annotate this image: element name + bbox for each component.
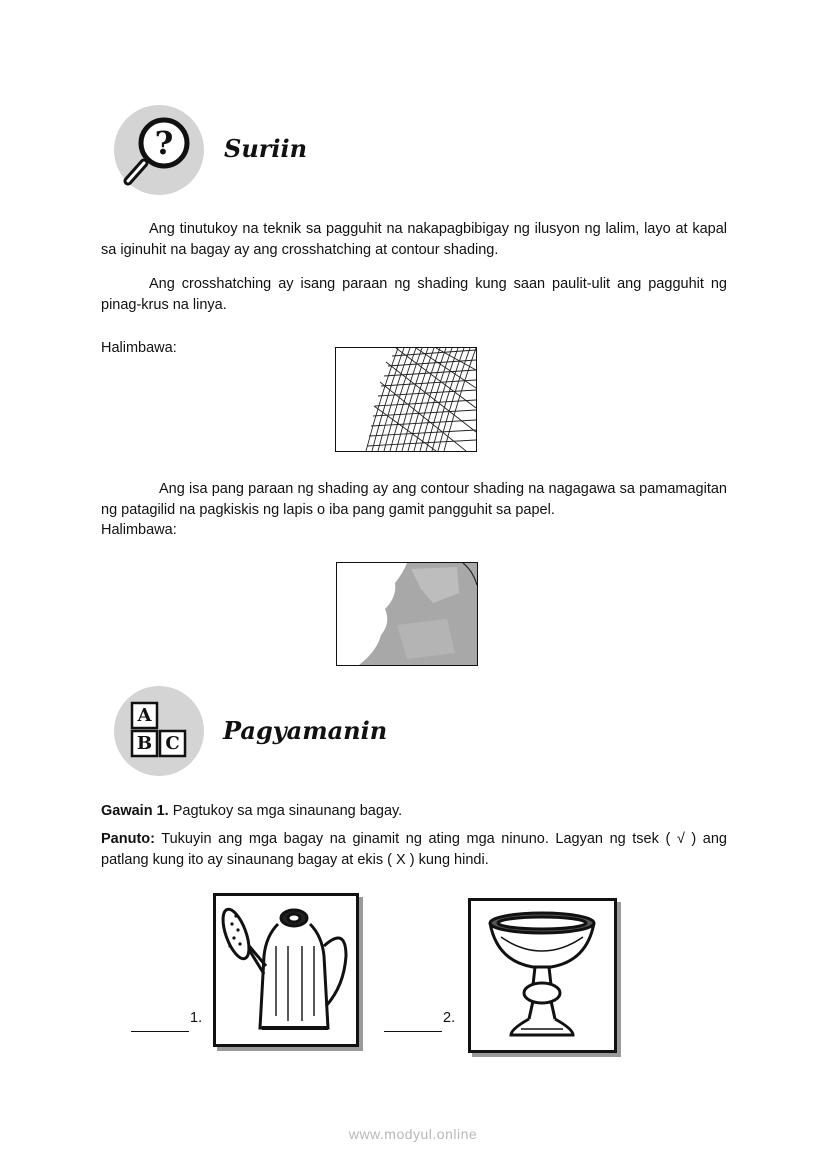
crosshatching-example-image [335,347,477,452]
answer-blank-2[interactable] [384,1031,442,1032]
footer-watermark: www.modyul.online [348,1126,478,1142]
example-label-crosshatching: Halimbawa: [101,340,177,356]
block-letter-b: B [136,733,153,754]
item-number-2: 2. [443,1010,456,1026]
answer-blank-1[interactable] [131,1031,189,1032]
watering-can-icon [216,896,356,1044]
activity-heading [101,801,402,822]
paragraph-techniques: Ang tinutukoy na teknik sa pagguhit na nakapagbibigay ng ilusyon ng lalim, layo at kapal sa iginuhit na bagay ay ang crosshatching at contour shading. [101,221,727,258]
instructions [101,829,727,871]
block-letter-c: C [165,733,180,754]
section-title-suriin: Suriin [224,134,308,163]
paragraph-contour-shading: Ang isa pang paraan ng shading ay ang contour shading na nagagawa sa pamamagitan ng patagilid na pagkiskis ng lapis o iba pang gamit pangguhit sa papel. [101,481,727,518]
suriin-icon-badge [114,105,204,195]
goblet-icon [471,901,614,1050]
svg-text:?: ? [154,124,174,162]
item-image-2 [468,898,617,1053]
example-label-contour: Halimbawa: [101,522,177,538]
item-number-1: 1. [190,1010,203,1026]
pagyamanin-icon-badge [114,686,204,776]
contour-shading-example-image [336,562,478,666]
abc-blocks-icon [114,686,204,776]
instruction-text: Tukuyin ang mga bagay na ginamit ng ating mga ninuno. Lagyan ng tsek ( √ ) ang patlang kung ito ay sinaunang bagay at ekis ( X ) kung hindi. [101,831,727,868]
activity-label: Gawain 1. [101,803,169,819]
block-letter-a: A [137,705,152,726]
paragraph-crosshatching: Ang crosshatching ay isang paraan ng shading kung saan paulit-ulit ang pagguhit ng pinag-krus na linya. [101,276,727,313]
section-title-pagyamanin: Pagyamanin [223,716,388,745]
activity-text: Pagtukoy sa mga sinaunang bagay. [168,803,403,819]
item-image-1 [213,893,359,1047]
instruction-label: Panuto: [101,831,155,847]
magnifier-question-icon [114,105,204,195]
